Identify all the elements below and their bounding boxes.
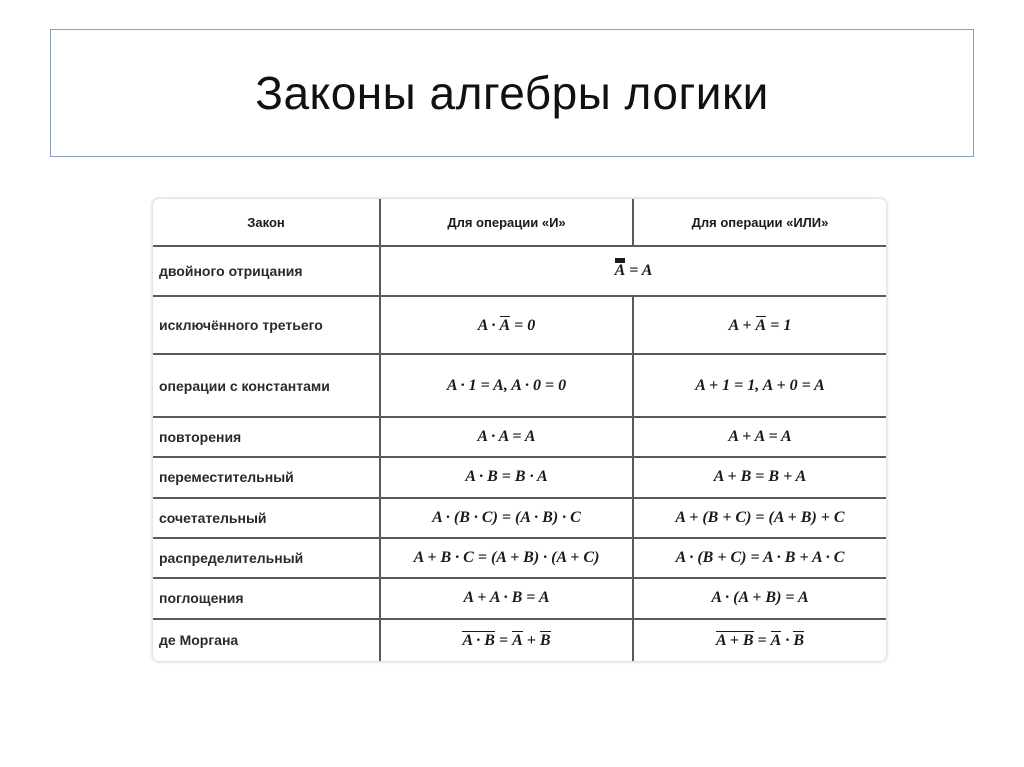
formula-or: A · (A + B) = A [633,578,886,618]
law-name: двойного отрицания [153,246,380,295]
table-row [153,619,886,661]
law-name: переместительный [153,457,380,497]
table-row [153,457,886,497]
formula-or [633,296,886,355]
table-row [153,498,886,538]
table-row [153,296,886,355]
formula-or: A + B = B + A [633,457,886,497]
formula-or: A + 1 = 1, A + 0 = A [633,354,886,417]
formula-or [633,619,886,661]
formula-text: A = A [614,262,653,280]
table-row [153,246,886,295]
formula-and: A · A = A [380,417,633,457]
law-name: повторения [153,417,380,457]
header-or: Для операции «ИЛИ» [633,199,886,246]
law-name: сочетательный [153,498,380,538]
formula-and: A · B = B · A [380,457,633,497]
formula-and: A · (B · C) = (A · B) · C [380,498,633,538]
law-name: операции с константами [153,354,380,417]
table-row [153,538,886,578]
table-row [153,417,886,457]
formula-text: A + A = 1 [728,316,792,334]
formula-or: A + (B + C) = (A + B) + C [633,498,886,538]
law-name: распределительный [153,538,380,578]
law-name: де Моргана [153,619,380,661]
formula-and [380,619,633,661]
formula-text: A + B = A · B [715,631,805,649]
formula-and: A · 1 = A, A · 0 = 0 [380,354,633,417]
header-and: Для операции «И» [380,199,633,246]
table-row [153,354,886,417]
formula-text: A · A = 0 [477,316,536,334]
formula-or: A + A = A [633,417,886,457]
law-name: исключённого третьего [153,296,380,355]
formula-and [380,296,633,355]
laws-table-container [153,199,886,661]
table-header-row [153,199,886,246]
formula-and: A + B · C = (A + B) · (A + C) [380,538,633,578]
formula-or: A · (B + C) = A · B + A · C [633,538,886,578]
slide-title: Законы алгебры логики [255,67,769,119]
formula-merged [380,246,886,295]
table-row [153,578,886,618]
laws-table [153,199,886,661]
law-name: поглощения [153,578,380,618]
title-box [50,29,974,157]
header-law: Закон [153,199,380,246]
formula-and: A + A · B = A [380,578,633,618]
formula-text: A · B = A + B [462,631,551,649]
